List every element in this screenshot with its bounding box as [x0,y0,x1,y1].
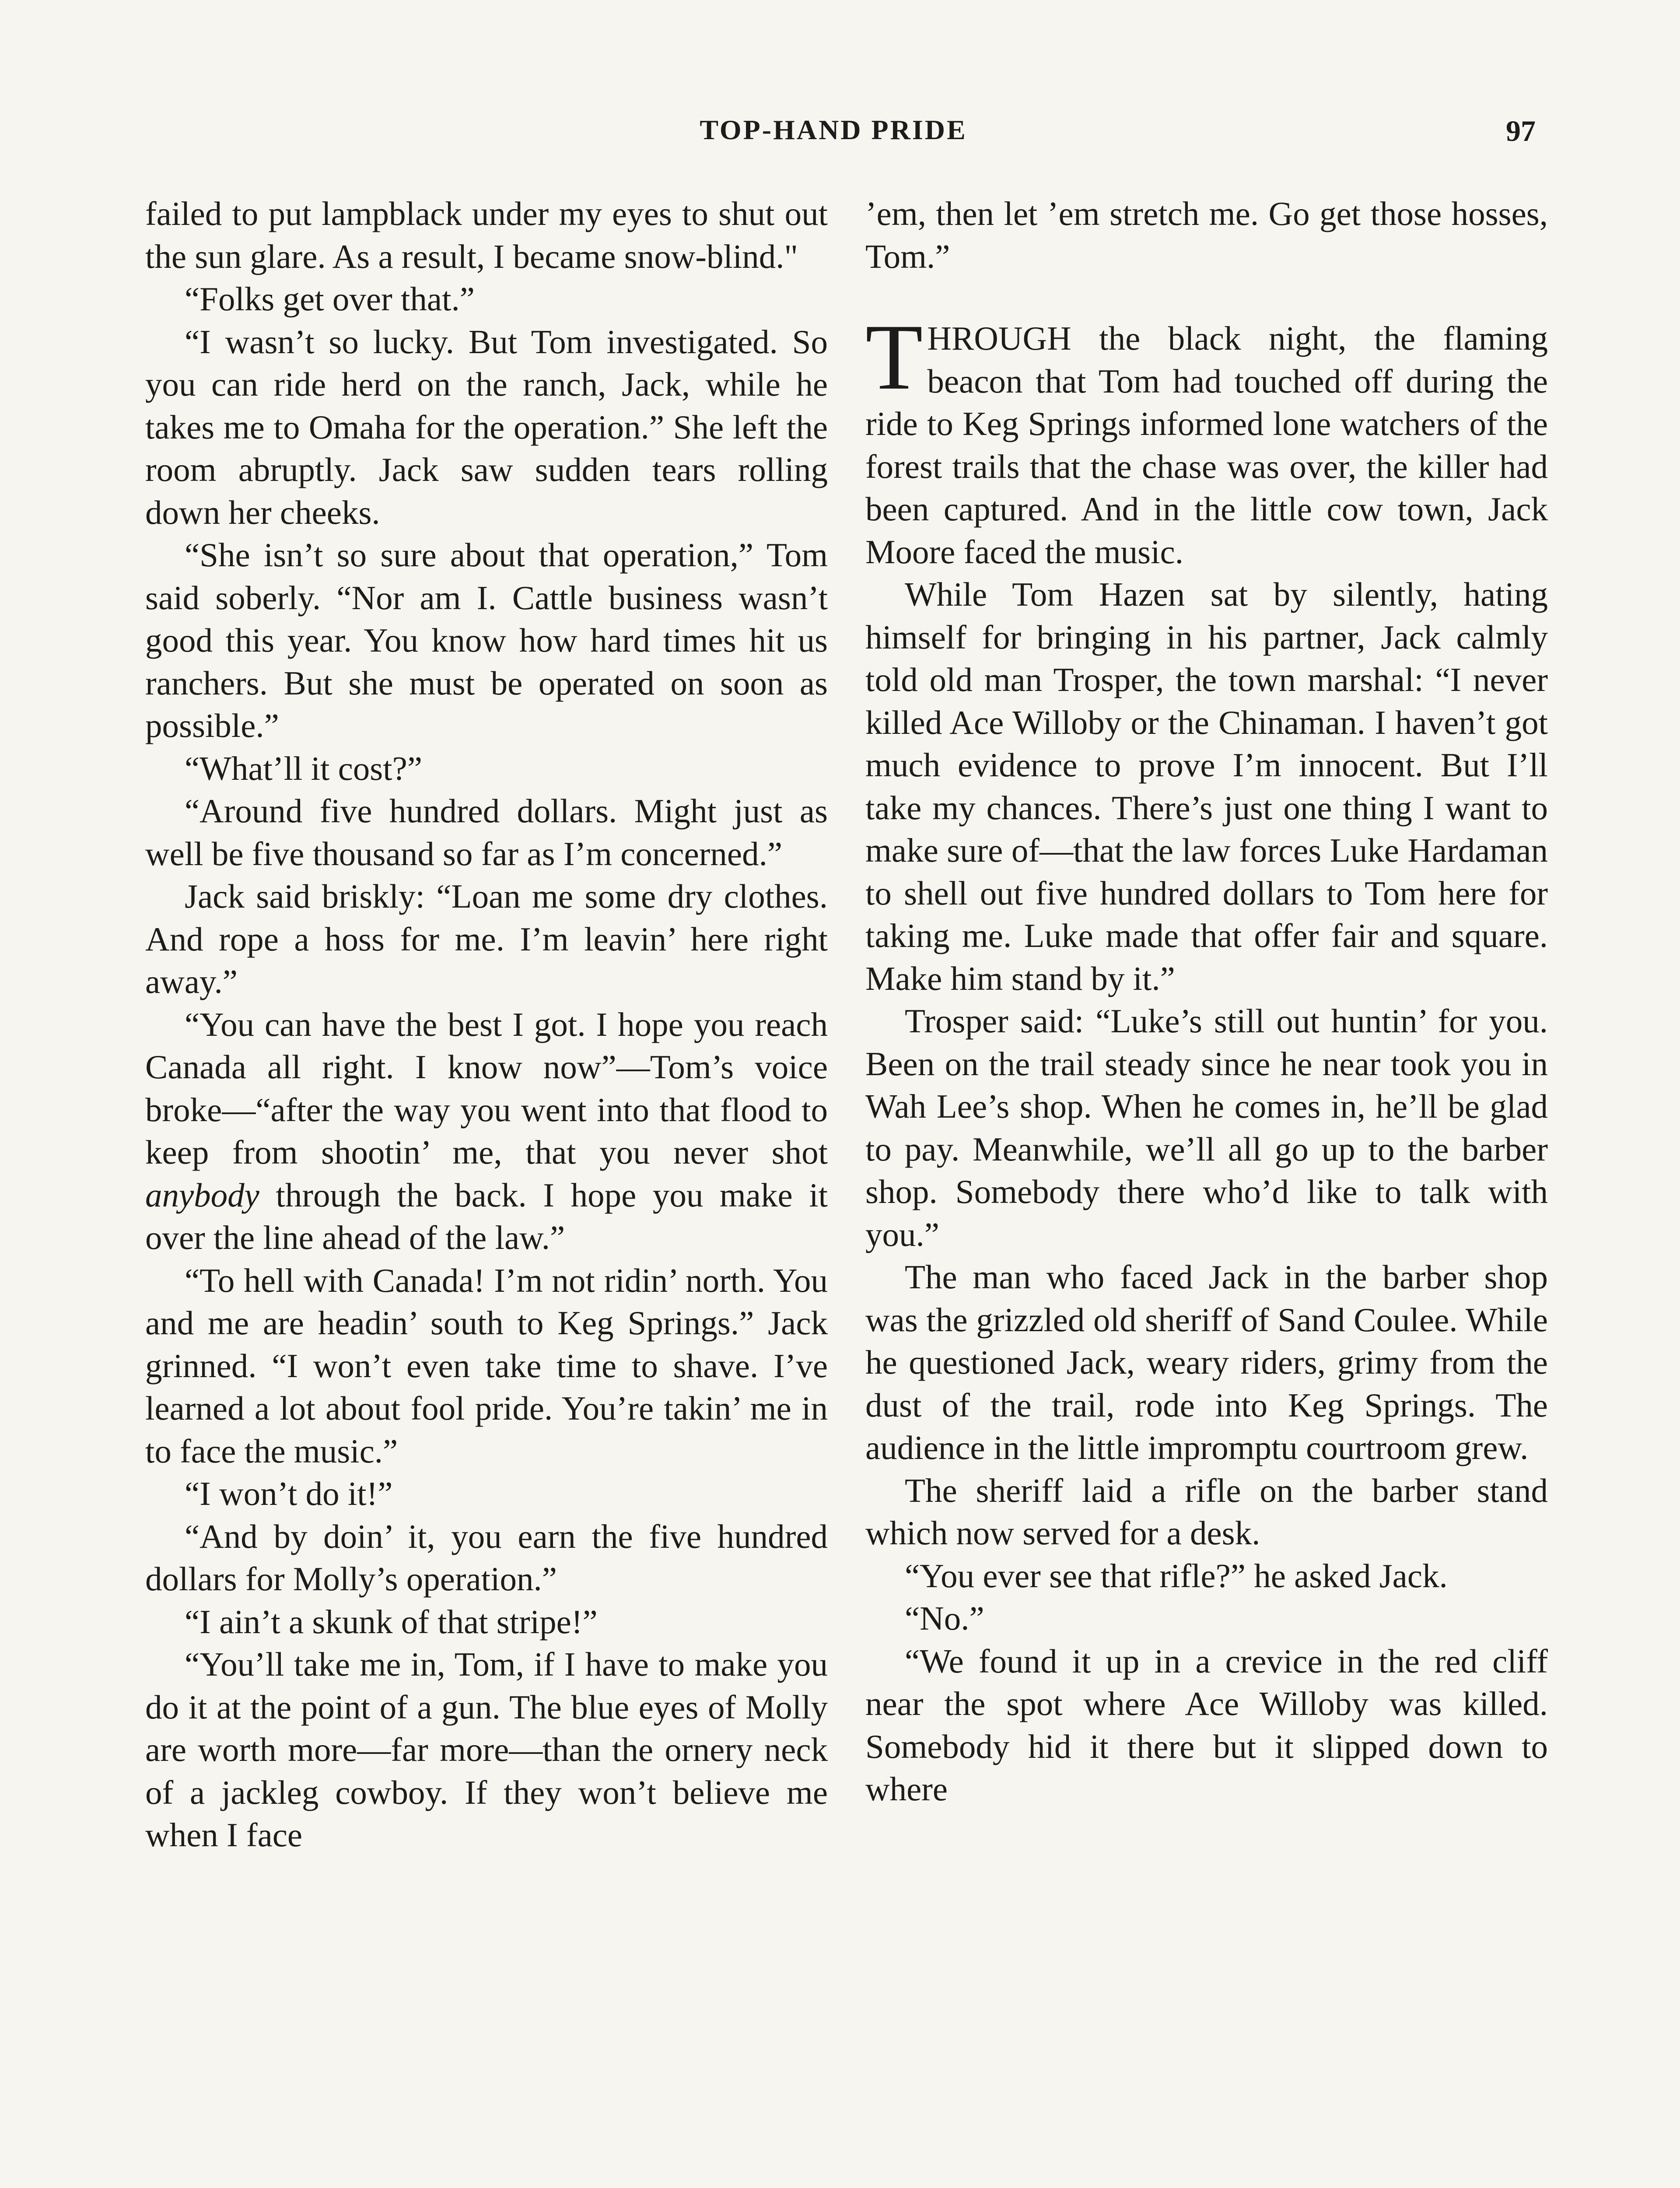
paragraph: Trosper said: “Luke’s still out huntin’ for you. Been on the trail steady since he near took you in Wah Lee’s shop. When he comes in, he’ll be glad to pay. Meanwhile, we’ll all go up to the barber shop. Somebody there who’d like to talk with you.” [865,1002,1548,1253]
right-column [865,193,1548,1811]
running-title: TOP-HAND PRIDE [700,114,967,145]
paragraph: “You can have the best I got. I hope you reach Canada all right. I know now”—Tom’s voice broke—“after the way you went into that flood to keep from shootin’ me, that you never shot anybody through the back. I hope you make it over the line ahead of the law.” [145,1005,828,1256]
paragraph: “And by doin’ it, you earn the five hundred dollars for Molly’s operation.” [145,1517,828,1598]
page-header [131,114,1536,158]
section-opening-paragraph [865,305,1548,573]
paragraph: “Around five hundred dollars. Might just as well be five thousand so far as I’m concerned.” [145,792,828,873]
paragraph: “I wasn’t so lucky. But Tom investigated. So you can ride herd on the ranch, Jack, while he takes me to Omaha for the operation.” She left the room abruptly. Jack saw sudden tears rolling down her cheeks. [145,323,828,531]
paragraph: “What’ll it cost?” [185,749,423,787]
paragraph: “You’ll take me in, Tom, if I have to make you do it at the point of a gun. The blue eyes of Molly are worth more—far more—than the ornery neck of a jackleg cowboy. If they won’t believe me when I face [145,1645,828,1854]
paragraph: “I ain’t a skunk of that stripe!” [185,1602,598,1641]
paragraph: “She isn’t so sure about that operation,” Tom said soberly. “Nor am I. Cattle business wasn’t good this year. You know how hard times hit us ranchers. But she must be operated on soon as possible.” [145,536,828,744]
paragraph: Jack said briskly: “Loan me some dry clothes. And rope a hoss for me. I’m leavin’ here right away.” [145,877,828,1000]
paragraph: The man who faced Jack in the barber shop was the grizzled old sheriff of Sand Coulee. While he questioned Jack, weary riders, grimy from the dust of the trail, rode into Keg Springs. The audience in the little impromptu courtroom grew. [865,1258,1548,1466]
paragraph: ’em, then let ’em stretch me. Go get those hosses, Tom.” [865,195,1548,275]
paragraph: “We found it up in a crevice in the red cliff near the spot where Ace Willoby was killed. Somebody hid it there but it slipped down to where [865,1642,1548,1808]
paragraph: “No.” [905,1599,984,1637]
paragraph: “You ever see that rifle?” he asked Jack. [905,1557,1448,1595]
paragraph: failed to put lampblack under my eyes to shut out the sun glare. As a result, I became snow-blind." [145,195,828,275]
paragraph: The sheriff laid a rifle on the barber stand which now served for a desk. [865,1471,1548,1552]
emphasis: anybody [145,1176,259,1214]
drop-cap-text: HROUGH the black night, the flaming beacon that Tom had touched off during the ride to Keg Springs informed lone watchers of the forest trails that the chase was over, the killer had been captured. And in the little cow town, Jack Moore faced the music. [865,319,1548,571]
drop-cap: T [865,305,923,409]
paragraph: “To hell with Canada! I’m not ridin’ north. You and me are headin’ south to Keg Springs.” Jack grinned. “I won’t even take time to shave. I’ve learned a lot about fool pride. You’re takin’ me in to face the music.” [145,1261,828,1470]
paragraph: “Folks get over that.” [185,280,475,318]
left-column [145,193,828,1857]
page-number: 97 [1506,114,1536,147]
paragraph: “I won’t do it!” [185,1475,393,1512]
paragraph: While Tom Hazen sat by silently, hating himself for bringing in his partner, Jack calmly told old man Trosper, the town marshal: “I never killed Ace Willoby or the Chinaman. I haven’t got much evidence to prove I’m innocent. But I’ll take my chances. There’s just one thing I want to make sure of—that the law forces Luke Hardaman to shell out five hundred dollars to Tom here for taking me. Luke made that offer fair and square. Make him stand by it.” [865,575,1548,997]
